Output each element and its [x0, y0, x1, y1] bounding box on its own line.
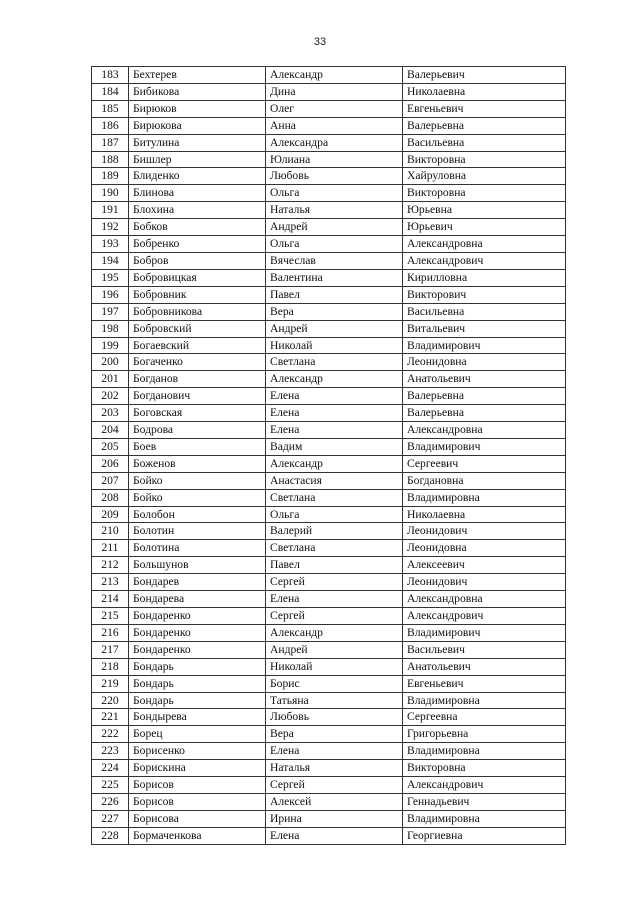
last-name-cell: Борец: [129, 726, 266, 743]
patronymic-cell: Валерьевна: [403, 405, 566, 422]
last-name-cell: Бобровникова: [129, 303, 266, 320]
row-number-cell: 218: [92, 658, 129, 675]
row-number-cell: 210: [92, 523, 129, 540]
table-row: [92, 354, 566, 371]
table-row: [92, 438, 566, 455]
row-number-cell: 200: [92, 354, 129, 371]
patronymic-cell: Викторович: [403, 286, 566, 303]
row-number-cell: 196: [92, 286, 129, 303]
table-row: [92, 100, 566, 117]
row-number-cell: 207: [92, 472, 129, 489]
patronymic-cell: Витальевич: [403, 320, 566, 337]
last-name-cell: Бойко: [129, 489, 266, 506]
table-row: [92, 202, 566, 219]
table-row: [92, 286, 566, 303]
patronymic-cell: Викторовна: [403, 151, 566, 168]
row-number-cell: 212: [92, 557, 129, 574]
table-row: [92, 810, 566, 827]
patronymic-cell: Васильевич: [403, 641, 566, 658]
table-row: [92, 269, 566, 286]
row-number-cell: 203: [92, 405, 129, 422]
patronymic-cell: Александровна: [403, 422, 566, 439]
table-row: [92, 608, 566, 625]
last-name-cell: Бойко: [129, 472, 266, 489]
table-row: [92, 641, 566, 658]
first-name-cell: Вадим: [266, 438, 403, 455]
last-name-cell: Бондарева: [129, 591, 266, 608]
last-name-cell: Богданов: [129, 371, 266, 388]
table-row: [92, 371, 566, 388]
first-name-cell: Елена: [266, 827, 403, 844]
patronymic-cell: Леонидовна: [403, 540, 566, 557]
last-name-cell: Бобков: [129, 219, 266, 236]
last-name-cell: Бобренко: [129, 236, 266, 253]
patronymic-cell: Юрьевна: [403, 202, 566, 219]
last-name-cell: Бобровник: [129, 286, 266, 303]
patronymic-cell: Богдановна: [403, 472, 566, 489]
table-row: [92, 472, 566, 489]
last-name-cell: Бирюков: [129, 100, 266, 117]
patronymic-cell: Викторовна: [403, 185, 566, 202]
last-name-cell: Борисенко: [129, 743, 266, 760]
first-name-cell: Любовь: [266, 709, 403, 726]
first-name-cell: Ольга: [266, 506, 403, 523]
first-name-cell: Любовь: [266, 168, 403, 185]
patronymic-cell: Васильевна: [403, 134, 566, 151]
first-name-cell: Дина: [266, 83, 403, 100]
patronymic-cell: Владимировна: [403, 810, 566, 827]
last-name-cell: Борисова: [129, 810, 266, 827]
patronymic-cell: Александрович: [403, 777, 566, 794]
patronymic-cell: Владимирович: [403, 438, 566, 455]
table-row: [92, 777, 566, 794]
patronymic-cell: Евгеньевич: [403, 100, 566, 117]
first-name-cell: Вера: [266, 726, 403, 743]
last-name-cell: Боев: [129, 438, 266, 455]
row-number-cell: 219: [92, 675, 129, 692]
last-name-cell: Болотин: [129, 523, 266, 540]
first-name-cell: Олег: [266, 100, 403, 117]
row-number-cell: 186: [92, 117, 129, 134]
table-row: [92, 523, 566, 540]
last-name-cell: Блиденко: [129, 168, 266, 185]
row-number-cell: 227: [92, 810, 129, 827]
last-name-cell: Боговская: [129, 405, 266, 422]
last-name-cell: Бондаренко: [129, 608, 266, 625]
table-row: [92, 185, 566, 202]
row-number-cell: 223: [92, 743, 129, 760]
row-number-cell: 228: [92, 827, 129, 844]
patronymic-cell: Николаевна: [403, 83, 566, 100]
patronymic-cell: Викторовна: [403, 760, 566, 777]
patronymic-cell: Николаевна: [403, 506, 566, 523]
row-number-cell: 201: [92, 371, 129, 388]
row-number-cell: 222: [92, 726, 129, 743]
first-name-cell: Татьяна: [266, 692, 403, 709]
roster-table: [91, 66, 566, 845]
patronymic-cell: Васильевна: [403, 303, 566, 320]
patronymic-cell: Леонидович: [403, 523, 566, 540]
row-number-cell: 187: [92, 134, 129, 151]
first-name-cell: Юлиана: [266, 151, 403, 168]
row-number-cell: 206: [92, 455, 129, 472]
table-row: [92, 388, 566, 405]
last-name-cell: Бондарев: [129, 574, 266, 591]
table-row: [92, 760, 566, 777]
row-number-cell: 224: [92, 760, 129, 777]
roster-body: [92, 67, 566, 845]
table-row: [92, 793, 566, 810]
patronymic-cell: Сергеевич: [403, 455, 566, 472]
page-number: 33: [313, 36, 327, 48]
first-name-cell: Александра: [266, 134, 403, 151]
table-row: [92, 337, 566, 354]
last-name-cell: Богаевский: [129, 337, 266, 354]
table-row: [92, 489, 566, 506]
patronymic-cell: Алексеевич: [403, 557, 566, 574]
first-name-cell: Александр: [266, 371, 403, 388]
first-name-cell: Николай: [266, 658, 403, 675]
row-number-cell: 189: [92, 168, 129, 185]
patronymic-cell: Владимировна: [403, 743, 566, 760]
table-row: [92, 219, 566, 236]
last-name-cell: Бондарь: [129, 675, 266, 692]
first-name-cell: Андрей: [266, 320, 403, 337]
row-number-cell: 214: [92, 591, 129, 608]
first-name-cell: Наталья: [266, 760, 403, 777]
first-name-cell: Андрей: [266, 641, 403, 658]
row-number-cell: 199: [92, 337, 129, 354]
last-name-cell: Болобон: [129, 506, 266, 523]
first-name-cell: Валентина: [266, 269, 403, 286]
first-name-cell: Ирина: [266, 810, 403, 827]
patronymic-cell: Владимировна: [403, 692, 566, 709]
table-row: [92, 252, 566, 269]
row-number-cell: 225: [92, 777, 129, 794]
row-number-cell: 194: [92, 252, 129, 269]
row-number-cell: 217: [92, 641, 129, 658]
last-name-cell: Богаченко: [129, 354, 266, 371]
row-number-cell: 198: [92, 320, 129, 337]
last-name-cell: Большунов: [129, 557, 266, 574]
row-number-cell: 215: [92, 608, 129, 625]
patronymic-cell: Владимирович: [403, 337, 566, 354]
table-row: [92, 83, 566, 100]
first-name-cell: Борис: [266, 675, 403, 692]
table-row: [92, 455, 566, 472]
last-name-cell: Бобровицкая: [129, 269, 266, 286]
last-name-cell: Борисов: [129, 777, 266, 794]
last-name-cell: Бишлер: [129, 151, 266, 168]
row-number-cell: 191: [92, 202, 129, 219]
table-row: [92, 134, 566, 151]
last-name-cell: Бондаренко: [129, 624, 266, 641]
row-number-cell: 205: [92, 438, 129, 455]
patronymic-cell: Валерьевич: [403, 67, 566, 84]
patronymic-cell: Валерьевна: [403, 117, 566, 134]
last-name-cell: Бондаренко: [129, 641, 266, 658]
last-name-cell: Бибикова: [129, 83, 266, 100]
first-name-cell: Елена: [266, 388, 403, 405]
row-number-cell: 226: [92, 793, 129, 810]
row-number-cell: 211: [92, 540, 129, 557]
table-row: [92, 67, 566, 84]
first-name-cell: Светлана: [266, 354, 403, 371]
first-name-cell: Николай: [266, 337, 403, 354]
table-row: [92, 675, 566, 692]
first-name-cell: Павел: [266, 557, 403, 574]
row-number-cell: 188: [92, 151, 129, 168]
table-row: [92, 726, 566, 743]
table-row: [92, 624, 566, 641]
row-number-cell: 192: [92, 219, 129, 236]
table-row: [92, 168, 566, 185]
first-name-cell: Елена: [266, 743, 403, 760]
table-row: [92, 709, 566, 726]
first-name-cell: Сергей: [266, 608, 403, 625]
patronymic-cell: Евгеньевич: [403, 675, 566, 692]
first-name-cell: Анна: [266, 117, 403, 134]
table-row: [92, 591, 566, 608]
patronymic-cell: Владимировна: [403, 489, 566, 506]
patronymic-cell: Сергеевна: [403, 709, 566, 726]
last-name-cell: Бирюкова: [129, 117, 266, 134]
row-number-cell: 185: [92, 100, 129, 117]
table-row: [92, 827, 566, 844]
first-name-cell: Елена: [266, 405, 403, 422]
last-name-cell: Бобровский: [129, 320, 266, 337]
row-number-cell: 209: [92, 506, 129, 523]
first-name-cell: Светлана: [266, 540, 403, 557]
patronymic-cell: Хайруловна: [403, 168, 566, 185]
last-name-cell: Болотина: [129, 540, 266, 557]
first-name-cell: Светлана: [266, 489, 403, 506]
first-name-cell: Елена: [266, 591, 403, 608]
last-name-cell: Бехтерев: [129, 67, 266, 84]
patronymic-cell: Геннадьевич: [403, 793, 566, 810]
patronymic-cell: Владимирович: [403, 624, 566, 641]
first-name-cell: Сергей: [266, 574, 403, 591]
row-number-cell: 216: [92, 624, 129, 641]
last-name-cell: Битулина: [129, 134, 266, 151]
table-row: [92, 151, 566, 168]
table-row: [92, 743, 566, 760]
last-name-cell: Блинова: [129, 185, 266, 202]
table-row: [92, 117, 566, 134]
table-row: [92, 236, 566, 253]
last-name-cell: Бормаченкова: [129, 827, 266, 844]
table-row: [92, 692, 566, 709]
patronymic-cell: Георгиевна: [403, 827, 566, 844]
patronymic-cell: Александрович: [403, 252, 566, 269]
row-number-cell: 221: [92, 709, 129, 726]
first-name-cell: Александр: [266, 624, 403, 641]
row-number-cell: 197: [92, 303, 129, 320]
first-name-cell: Александр: [266, 67, 403, 84]
first-name-cell: Анастасия: [266, 472, 403, 489]
last-name-cell: Богданович: [129, 388, 266, 405]
patronymic-cell: Леонидовна: [403, 354, 566, 371]
first-name-cell: Наталья: [266, 202, 403, 219]
row-number-cell: 195: [92, 269, 129, 286]
first-name-cell: Елена: [266, 422, 403, 439]
table-row: [92, 320, 566, 337]
last-name-cell: Бобров: [129, 252, 266, 269]
row-number-cell: 213: [92, 574, 129, 591]
patronymic-cell: Александрович: [403, 608, 566, 625]
last-name-cell: Бодрова: [129, 422, 266, 439]
first-name-cell: Ольга: [266, 236, 403, 253]
last-name-cell: Бондарь: [129, 692, 266, 709]
last-name-cell: Бондырева: [129, 709, 266, 726]
row-number-cell: 193: [92, 236, 129, 253]
table-row: [92, 506, 566, 523]
last-name-cell: Блохина: [129, 202, 266, 219]
patronymic-cell: Леонидович: [403, 574, 566, 591]
table-row: [92, 574, 566, 591]
table-row: [92, 422, 566, 439]
first-name-cell: Сергей: [266, 777, 403, 794]
table-row: [92, 658, 566, 675]
row-number-cell: 190: [92, 185, 129, 202]
table-row: [92, 557, 566, 574]
table-row: [92, 405, 566, 422]
first-name-cell: Ольга: [266, 185, 403, 202]
last-name-cell: Боженов: [129, 455, 266, 472]
first-name-cell: Вячеслав: [266, 252, 403, 269]
patronymic-cell: Юрьевич: [403, 219, 566, 236]
row-number-cell: 220: [92, 692, 129, 709]
row-number-cell: 183: [92, 67, 129, 84]
patronymic-cell: Анатольевич: [403, 371, 566, 388]
patronymic-cell: Валерьевна: [403, 388, 566, 405]
last-name-cell: Борискина: [129, 760, 266, 777]
last-name-cell: Борисов: [129, 793, 266, 810]
patronymic-cell: Кирилловна: [403, 269, 566, 286]
row-number-cell: 184: [92, 83, 129, 100]
first-name-cell: Вера: [266, 303, 403, 320]
patronymic-cell: Анатольевич: [403, 658, 566, 675]
first-name-cell: Александр: [266, 455, 403, 472]
row-number-cell: 204: [92, 422, 129, 439]
last-name-cell: Бондарь: [129, 658, 266, 675]
table-row: [92, 303, 566, 320]
patronymic-cell: Григорьевна: [403, 726, 566, 743]
row-number-cell: 202: [92, 388, 129, 405]
patronymic-cell: Александровна: [403, 591, 566, 608]
first-name-cell: Павел: [266, 286, 403, 303]
table-row: [92, 540, 566, 557]
first-name-cell: Алексей: [266, 793, 403, 810]
first-name-cell: Андрей: [266, 219, 403, 236]
row-number-cell: 208: [92, 489, 129, 506]
patronymic-cell: Александровна: [403, 236, 566, 253]
first-name-cell: Валерий: [266, 523, 403, 540]
